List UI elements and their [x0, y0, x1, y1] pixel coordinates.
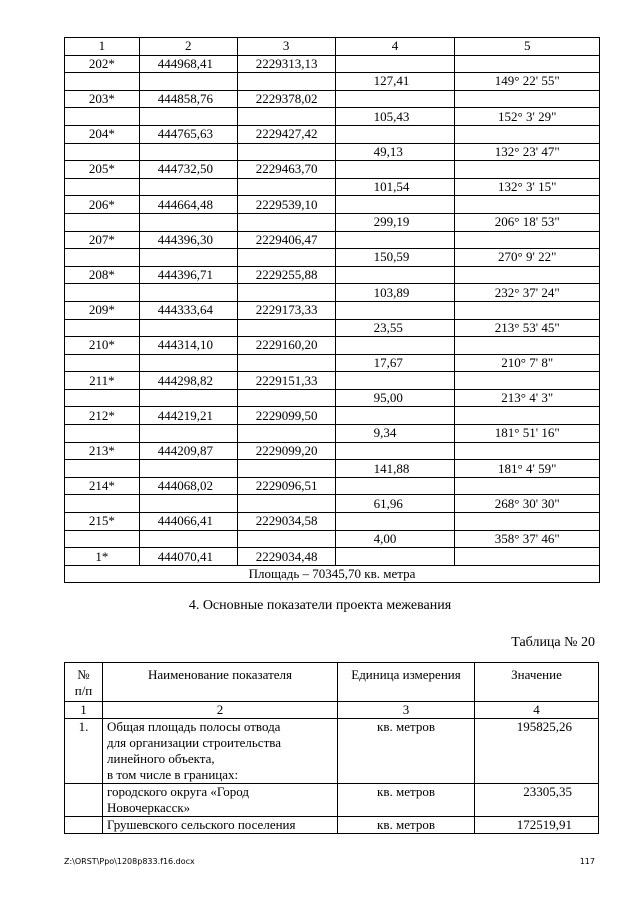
segment-angle: 181° 51' 16": [455, 425, 600, 443]
indicators-colnum-row: [65, 702, 599, 719]
point-x: 444209,87: [139, 442, 237, 460]
indicator-unit: кв. метров: [338, 817, 475, 834]
empty-cell: [139, 73, 237, 91]
point-y: 2229313,13: [237, 55, 335, 73]
empty-cell: [335, 301, 455, 319]
point-id: 215*: [65, 513, 140, 531]
point-y: 2229151,33: [237, 372, 335, 390]
empty-cell: [335, 55, 455, 73]
empty-cell: [65, 354, 140, 372]
header-col-3: 3: [237, 38, 335, 56]
indicator-value: 23305,35: [475, 784, 599, 817]
empty-cell: [335, 372, 455, 390]
point-row: [65, 513, 600, 531]
header-num-text: № п/п: [74, 667, 93, 698]
point-row: [65, 301, 600, 319]
empty-cell: [237, 319, 335, 337]
segment-length: 150,59: [335, 249, 455, 267]
segment-row: [65, 284, 600, 302]
point-y: 2229034,58: [237, 513, 335, 531]
segment-row: [65, 143, 600, 161]
empty-cell: [455, 442, 600, 460]
segment-length: 299,19: [335, 213, 455, 231]
segment-angle: 149° 22' 55": [455, 73, 600, 91]
empty-cell: [237, 425, 335, 443]
segment-angle: 132° 23' 47": [455, 143, 600, 161]
empty-cell: [139, 143, 237, 161]
empty-cell: [455, 231, 600, 249]
empty-cell: [139, 178, 237, 196]
empty-cell: [65, 530, 140, 548]
point-id: 206*: [65, 196, 140, 214]
point-id: 209*: [65, 301, 140, 319]
segment-angle: 152° 3' 29": [455, 108, 600, 126]
header-value: Значение: [475, 663, 599, 702]
indicator-value: 195825,26: [475, 719, 599, 784]
empty-cell: [455, 266, 600, 284]
segment-length: 9,34: [335, 425, 455, 443]
point-row: [65, 161, 600, 179]
footer-file-path: Z:\ORST\Ppo\1208p833.f16.docx: [64, 857, 195, 866]
segment-length: 103,89: [335, 284, 455, 302]
point-row: [65, 442, 600, 460]
indicator-name: городского округа «Город Новочеркасск»: [103, 784, 338, 817]
empty-cell: [65, 178, 140, 196]
segment-angle: 213° 53' 45": [455, 319, 600, 337]
segment-angle: 132° 3' 15": [455, 178, 600, 196]
segment-length: 4,00: [335, 530, 455, 548]
point-y: 2229160,20: [237, 337, 335, 355]
empty-cell: [139, 354, 237, 372]
empty-cell: [237, 213, 335, 231]
point-y: 2229378,02: [237, 90, 335, 108]
point-x: 444066,41: [139, 513, 237, 531]
empty-cell: [455, 407, 600, 425]
point-x: 444298,82: [139, 372, 237, 390]
empty-cell: [139, 460, 237, 478]
segment-row: [65, 213, 600, 231]
point-y: 2229099,50: [237, 407, 335, 425]
segment-angle: 270° 9' 22": [455, 249, 600, 267]
segment-angle: 181° 4' 59": [455, 460, 600, 478]
point-row: [65, 407, 600, 425]
point-row: [65, 548, 600, 566]
empty-cell: [455, 548, 600, 566]
point-row: [65, 125, 600, 143]
empty-cell: [335, 337, 455, 355]
colnum-2: 2: [103, 702, 338, 719]
table-caption: Таблица № 20: [511, 635, 595, 650]
empty-cell: [65, 143, 140, 161]
point-id: 203*: [65, 90, 140, 108]
indicator-name: Грушевского сельского поселения: [103, 817, 338, 834]
colnum-1: 1: [65, 702, 103, 719]
indicator-row: [65, 719, 599, 784]
segment-length: 61,96: [335, 495, 455, 513]
indicator-row: [65, 817, 599, 834]
segment-length: 49,13: [335, 143, 455, 161]
point-x: 444068,02: [139, 477, 237, 495]
point-id: 205*: [65, 161, 140, 179]
empty-cell: [455, 55, 600, 73]
segment-row: [65, 249, 600, 267]
segment-angle: 232° 37' 24": [455, 284, 600, 302]
segment-row: [65, 108, 600, 126]
segment-angle: 206° 18' 53": [455, 213, 600, 231]
empty-cell: [237, 354, 335, 372]
empty-cell: [455, 125, 600, 143]
empty-cell: [237, 108, 335, 126]
point-row: [65, 231, 600, 249]
point-y: 2229173,33: [237, 301, 335, 319]
point-id: 213*: [65, 442, 140, 460]
coordinates-table: [64, 37, 600, 583]
empty-cell: [237, 460, 335, 478]
empty-cell: [455, 90, 600, 108]
empty-cell: [455, 337, 600, 355]
coordinates-header-row: [65, 38, 600, 56]
header-unit: Единица измерения: [338, 663, 475, 702]
segment-length: 141,88: [335, 460, 455, 478]
empty-cell: [139, 495, 237, 513]
header-name: Наименование показателя: [103, 663, 338, 702]
point-id: 207*: [65, 231, 140, 249]
point-id: 210*: [65, 337, 140, 355]
segment-length: 17,67: [335, 354, 455, 372]
point-row: [65, 90, 600, 108]
point-y: 2229463,70: [237, 161, 335, 179]
empty-cell: [65, 495, 140, 513]
point-id: 204*: [65, 125, 140, 143]
empty-cell: [139, 389, 237, 407]
empty-cell: [335, 161, 455, 179]
empty-cell: [335, 513, 455, 531]
point-y: 2229034,48: [237, 548, 335, 566]
indicator-name: Общая площадь полосы отвода для организации строительства линейного объекта, в том числе в границах:: [103, 719, 338, 784]
segment-angle: 358° 37' 46": [455, 530, 600, 548]
empty-cell: [455, 372, 600, 390]
empty-cell: [335, 196, 455, 214]
empty-cell: [65, 425, 140, 443]
indicator-num: 1.: [65, 719, 103, 784]
section-heading: 4. Основные показатели проекта межевания: [188, 598, 452, 613]
indicator-value: 172519,91: [475, 817, 599, 834]
empty-cell: [455, 477, 600, 495]
point-row: [65, 372, 600, 390]
point-y: 2229539,10: [237, 196, 335, 214]
segment-angle: 213° 4' 3": [455, 389, 600, 407]
empty-cell: [237, 530, 335, 548]
empty-cell: [455, 513, 600, 531]
point-x: 444219,21: [139, 407, 237, 425]
empty-cell: [237, 73, 335, 91]
segment-row: [65, 319, 600, 337]
segment-length: 127,41: [335, 73, 455, 91]
empty-cell: [237, 495, 335, 513]
point-id: 214*: [65, 477, 140, 495]
point-x: 444333,64: [139, 301, 237, 319]
segment-length: 95,00: [335, 389, 455, 407]
empty-cell: [65, 319, 140, 337]
header-num: [65, 663, 103, 702]
segment-length: 101,54: [335, 178, 455, 196]
segment-angle: 268° 30' 30": [455, 495, 600, 513]
empty-cell: [139, 284, 237, 302]
empty-cell: [139, 530, 237, 548]
empty-cell: [455, 161, 600, 179]
segment-row: [65, 460, 600, 478]
empty-cell: [65, 389, 140, 407]
empty-cell: [65, 249, 140, 267]
empty-cell: [455, 301, 600, 319]
indicator-unit: кв. метров: [338, 719, 475, 784]
empty-cell: [237, 249, 335, 267]
segment-row: [65, 530, 600, 548]
empty-cell: [237, 178, 335, 196]
point-x: 444968,41: [139, 55, 237, 73]
empty-cell: [139, 249, 237, 267]
point-row: [65, 196, 600, 214]
colnum-4: 4: [475, 702, 599, 719]
point-x: 444732,50: [139, 161, 237, 179]
header-col-2: 2: [139, 38, 237, 56]
empty-cell: [335, 231, 455, 249]
segment-angle: 210° 7' 8": [455, 354, 600, 372]
empty-cell: [335, 442, 455, 460]
point-y: 2229255,88: [237, 266, 335, 284]
point-row: [65, 266, 600, 284]
segment-length: 23,55: [335, 319, 455, 337]
empty-cell: [455, 196, 600, 214]
footer-page-number: 117: [579, 857, 595, 866]
point-row: [65, 55, 600, 73]
point-row: [65, 477, 600, 495]
segment-row: [65, 425, 600, 443]
point-id: 211*: [65, 372, 140, 390]
empty-cell: [65, 460, 140, 478]
indicator-num: [65, 784, 103, 817]
empty-cell: [237, 143, 335, 161]
area-total: Площадь – 70345,70 кв. метра: [65, 565, 600, 583]
point-x: 444765,63: [139, 125, 237, 143]
segment-row: [65, 73, 600, 91]
empty-cell: [335, 477, 455, 495]
empty-cell: [65, 108, 140, 126]
point-x: 444396,30: [139, 231, 237, 249]
point-id: 212*: [65, 407, 140, 425]
indicator-row: [65, 784, 599, 817]
point-x: 444314,10: [139, 337, 237, 355]
empty-cell: [335, 407, 455, 425]
point-id: 208*: [65, 266, 140, 284]
point-row: [65, 337, 600, 355]
empty-cell: [139, 319, 237, 337]
segment-row: [65, 354, 600, 372]
indicator-num: [65, 817, 103, 834]
empty-cell: [335, 90, 455, 108]
empty-cell: [237, 284, 335, 302]
point-x: 444070,41: [139, 548, 237, 566]
point-y: 2229099,20: [237, 442, 335, 460]
header-col-4: 4: [335, 38, 455, 56]
header-col-5: 5: [455, 38, 600, 56]
empty-cell: [335, 548, 455, 566]
empty-cell: [65, 73, 140, 91]
segment-length: 105,43: [335, 108, 455, 126]
header-col-1: 1: [65, 38, 140, 56]
indicators-header-row: [65, 663, 599, 702]
point-y: 2229406,47: [237, 231, 335, 249]
empty-cell: [65, 284, 140, 302]
empty-cell: [237, 389, 335, 407]
colnum-3: 3: [338, 702, 475, 719]
point-x: 444664,48: [139, 196, 237, 214]
point-y: 2229096,51: [237, 477, 335, 495]
segment-row: [65, 178, 600, 196]
point-x: 444858,76: [139, 90, 237, 108]
empty-cell: [139, 213, 237, 231]
empty-cell: [139, 108, 237, 126]
point-id: 1*: [65, 548, 140, 566]
point-y: 2229427,42: [237, 125, 335, 143]
empty-cell: [139, 425, 237, 443]
point-id: 202*: [65, 55, 140, 73]
area-row: [65, 565, 600, 583]
point-x: 444396,71: [139, 266, 237, 284]
empty-cell: [335, 125, 455, 143]
segment-row: [65, 495, 600, 513]
empty-cell: [335, 266, 455, 284]
indicator-unit: кв. метров: [338, 784, 475, 817]
segment-row: [65, 389, 600, 407]
indicators-table: [64, 662, 599, 834]
empty-cell: [65, 213, 140, 231]
